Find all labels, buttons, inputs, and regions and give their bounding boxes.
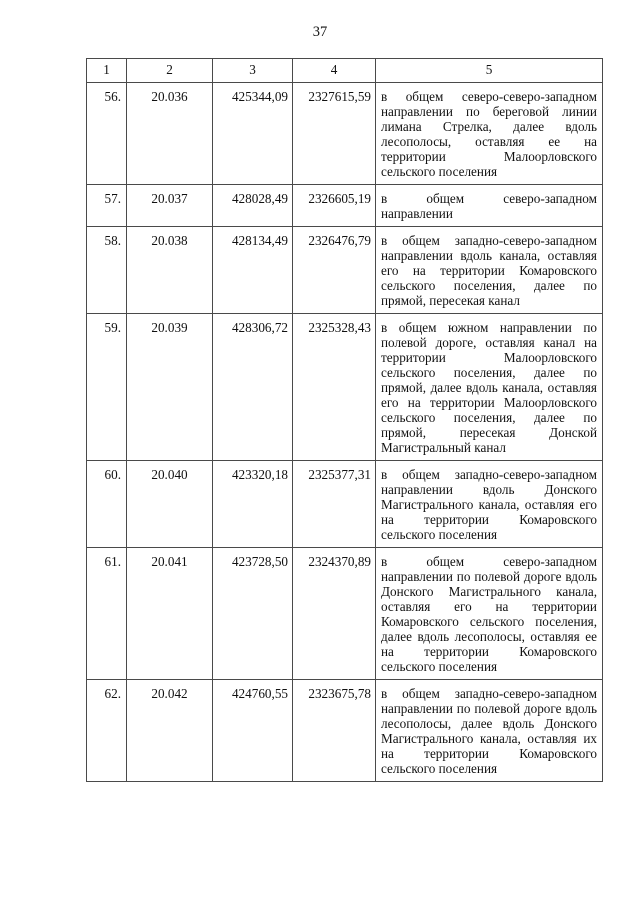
coordinate-y: 2324370,89 (293, 548, 376, 680)
table-row (87, 314, 603, 461)
point-code: 20.042 (127, 680, 213, 782)
row-number: 62. (87, 680, 127, 782)
column-header-1: 1 (87, 59, 127, 83)
boundary-description: в общем западно-северо-западном направлении вдоль канала, оставляя его на территории Комаровского сельского поселения, далее по прямой, пересекая канал (376, 227, 603, 314)
point-code: 20.039 (127, 314, 213, 461)
page-number: 37 (312, 24, 328, 40)
coordinate-x: 423320,18 (213, 461, 293, 548)
boundary-description: в общем западно-северо-западном направлении вдоль Донского Магистрального канала, оставляя его на территории Комаровского сельского поселения (376, 461, 603, 548)
coordinate-y: 2325377,31 (293, 461, 376, 548)
point-code: 20.037 (127, 185, 213, 227)
column-header-4: 4 (293, 59, 376, 83)
row-number: 61. (87, 548, 127, 680)
coordinate-x: 428134,49 (213, 227, 293, 314)
boundary-description: в общем южном направлении по полевой дороге, оставляя канал на территории Малоорловского сельского поселения, далее по прямой, далее вдоль канала, оставляя его на территории Малоорловского сельского поселения, далее по прямой, пересекая Донской Магистральный канал (376, 314, 603, 461)
point-code: 20.040 (127, 461, 213, 548)
coordinate-x: 428028,49 (213, 185, 293, 227)
coordinate-y: 2325328,43 (293, 314, 376, 461)
column-header-2: 2 (127, 59, 213, 83)
coordinate-x: 424760,55 (213, 680, 293, 782)
boundary-description: в общем западно-северо-западном направлении по полевой дороге вдоль лесополосы, далее вдоль Донского Магистрального канала, оставляя их на территории Комаровского сельского поселения (376, 680, 603, 782)
boundary-points-table (86, 58, 603, 782)
coordinate-y: 2323675,78 (293, 680, 376, 782)
boundary-description: в общем северо-западном направлении по полевой дороге вдоль Донского Магистрального канала, оставляя его на территории Комаровского сельского поселения, далее вдоль лесополосы, оставляя ее на территории Комаровского сельского поселения (376, 548, 603, 680)
row-number: 60. (87, 461, 127, 548)
coordinate-y: 2327615,59 (293, 83, 376, 185)
coordinate-x: 428306,72 (213, 314, 293, 461)
table-row (87, 461, 603, 548)
table-header-row (87, 59, 603, 83)
column-header-5: 5 (376, 59, 603, 83)
row-number: 57. (87, 185, 127, 227)
point-code: 20.041 (127, 548, 213, 680)
coordinate-x: 425344,09 (213, 83, 293, 185)
table-row (87, 548, 603, 680)
coordinate-y: 2326605,19 (293, 185, 376, 227)
table-row (87, 83, 603, 185)
table-row (87, 227, 603, 314)
row-number: 59. (87, 314, 127, 461)
coordinate-x: 423728,50 (213, 548, 293, 680)
coordinate-y: 2326476,79 (293, 227, 376, 314)
table-row (87, 185, 603, 227)
row-number: 56. (87, 83, 127, 185)
boundary-description: в общем северо-западном направлении (376, 185, 603, 227)
point-code: 20.038 (127, 227, 213, 314)
table-row (87, 680, 603, 782)
point-code: 20.036 (127, 83, 213, 185)
boundary-description: в общем северо-северо-западном направлении по береговой линии лимана Стрелка, далее вдоль лесополосы, оставляя ее на территории Малоорловского сельского поселения (376, 83, 603, 185)
row-number: 58. (87, 227, 127, 314)
column-header-3: 3 (213, 59, 293, 83)
